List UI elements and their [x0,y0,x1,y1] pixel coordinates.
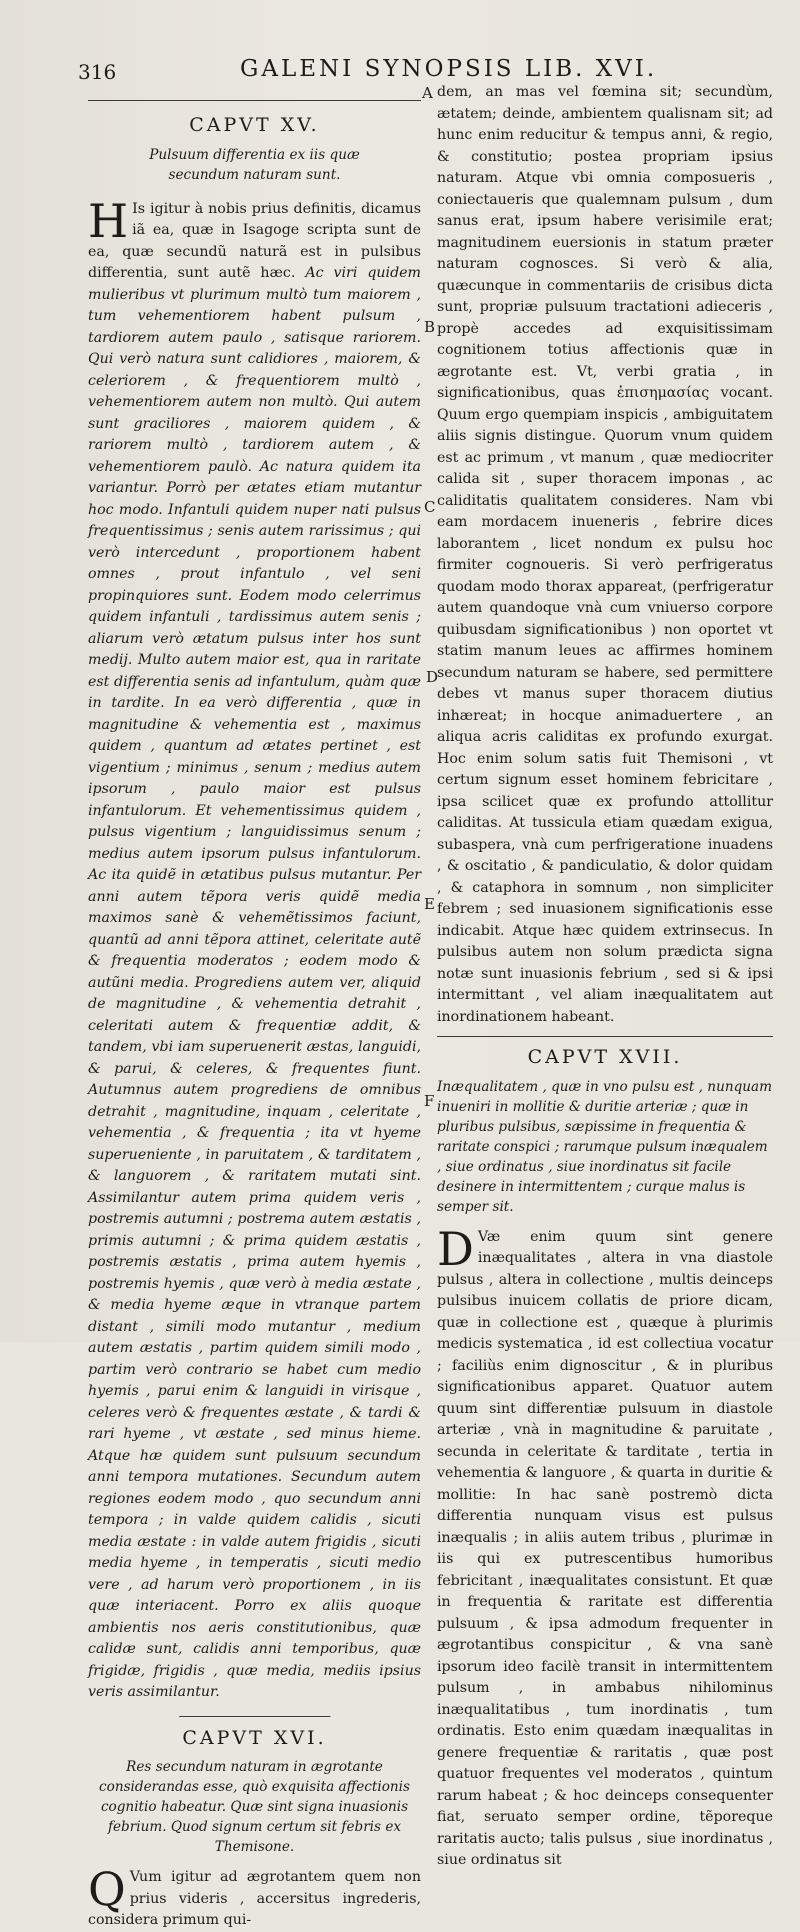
page-number: 316 [78,60,117,84]
chapter-16-heading: CAPVT XVI. [182,1726,327,1749]
left-column [88,100,421,1932]
dropcap-d: D [437,1221,474,1276]
chapter-15-body-italic: Ac viri quidem mulieribus vt plurimum multò tum maiorem , tum vehementiorem habent pulsum , tardiorem autem paulo , satisque rariorem. Qui verò natura sunt calidiores , maiorem, & celeriorem , & frequentiorem multò , vehementiorem autem non multò. Qui autem sunt graciliores , maiorem quidem , & rariorem multò , tardiorem autem , & vehementiorem paulò. Ac natura quidem ita variantur. Porrò per ætates etiam mutantur hoc modo. Infantuli quidem nuper nati pulsus frequentissimus ; senis autem rarissimus ; qui verò intercedunt , proportionem habent omnes , prout infantulo , vel seni propinquiores sunt. Eodem modo celerrimus quidem infantuli , tardissimus autem senis ; aliarum verò ætatum pulsus inter hos sunt medij. Multo autem maior est, qua in raritate est differentia senis ad infantulum, quàm quæ in tardite. In ea verò differentia , quæ in magnitudine & vehementia est , maximus quidem , quantum ad ætates pertinet , est vigentium ; minimus , senum ; medius autem ipsorum , paulo maior est pulsus infantulorum. Et vehementissimus quidem , pulsus vigentium ; languidissimus senum ; medius autem ipsorum pulsus infantulorum. Ac ita quidẽ in ætatibus pulsus mutantur. Per anni autem tẽpora veris quidẽ media maximos sanè & vehemẽtissimos faciunt, quantũ ad anni tẽpora attinet, celeritate autẽ & frequentia moderatos ; eodem modo & autũni media. Progrediens autem ver, aliquid de magnitudine , & vehementia detrahit , celeritati autem & frequentiæ addit, & tandem, vbi iam superuenerit æstas, languidi, & parui, & celeres, & frequentes fiunt. Autumnus autem progrediens de omnibus detrahit , magnitudine, inquam , celeritate , vehementia , & frequentia ; ita vt hyeme superueniente , in paruitatem , & tarditatem , & languorem , & raritatem mutati sint. Assimilantur autem prima quidem veris , postremis autumni ; postrema autem æstatis , primis autumni ; & prima quidem æstatis , postremis æstatis , prima autem hyemis , postremis hyemis , quæ verò à media æstate , & media hyeme æque in vtranque partem distant , simili modo mutantur , medium autem æstatis , partim quidem simili modo , partim verò contrario se habet cum medio hyemis , parui enim & languidi in virisque , celeres verò & frequentes æstate , & tardi & rari hyeme , vt æstate , sed minus hieme. Atque hæ quidem sunt pulsuum secundum anni tempora mutationes. Secundum autem regiones eodem modo , quo secundum anni tempora ; in valde quidem calidis , sicuti media æstate : in valde autem frigidis , sicuti media hyeme , in temperatis , sicuti medio vere , ad harum verò proportionem , in iis quæ interiacent. Porro ex aliis quoque ambientis nos aeris constitutionibus, quæ calidæ sunt, calidis anni temporibus, quæ frigidæ, frigidis , quæ media, mediis ipsius veris assimilantur. [88,265,422,1700]
chapter-16-body-text: Vum igitur ad ægrotantem quem non prius videris , accersitus ingrederis, considera primum qui- [88,1869,421,1928]
dropcap-h: H [88,193,129,248]
top-rule [88,100,421,101]
chapter-15-summary: Pulsuum differentia ex iis quæ secundum naturam sunt. [149,146,360,183]
section-rule-right [437,1036,773,1037]
right-column [437,82,773,1872]
chapter-17-summary: Inæqualitatem , quæ in vno pulsu est , nunquam inueniri in mollitie & duritie arteriæ ; quæ in pluribus pulsibus, sæpissime in frequentia & raritate conspici ; rarumque pulsum inæqualem , siue ordinatus , siue inordinatus sit facile desinere in intermittentem ; curque malus is semper sit. [437,1078,773,1215]
chapter-15-body-roman: Is igitur à nobis prius definitis, dicamus iã ea, quæ in Isagoge scripta sunt de ea, quæ secundũ naturã est in pulsibus differentia, sunt autẽ hæc. [88,200,421,281]
margin-letter-e: E [424,895,435,913]
chapter-16-summary: Res secundum naturam in ægrotante considerandas esse, quò exquisita affectionis cognitio habeatur. Quæ sint signa inuasionis febrium. Quod signum certum sit febris ex Themisone. [99,1759,410,1855]
running-title: GALENI SYNOPSIS LIB. XVI. [240,56,658,82]
margin-letter-d: D [426,668,439,686]
chapter-15-body [88,193,422,1704]
chapter-17-body-text: Væ enim quum sint genere inæqualitates , altera in vna diastole pulsus , altera in collectione , multis deinceps pulsibus inuicem collatis de priore dicam, quæ in collectione est , quæque à plurimis medicis systematica , id est collectiua vocatur ; faciliùs enim dignoscitur , & in pluribus significationibus apparet. Quatuor autem quum sint differentiæ pulsuum in diastole arteriæ , vnà in magnitudine & paruitate , secunda in celeritate & tarditate , tertia in vehementia & languore , & quarta in duritie & mollitie: In hac sanè postremò dicta differentia nunquam visus est pulsus inæqualis ; in aliis autem tribus , plurimæ in iis qui ex putrescentibus humoribus febricitant , inæqualitates consistunt. Et quæ in frequentia & raritate est differentia pulsuum , & ipsa admodum frequenter in ægrotantibus conspicitur , & vna sanè ipsorum ideo facilè transit in intermittentem pulsum , in ambabus nihilominus inæqualitatibus , tum inordinatis , tum ordinatis. Esto enim quædam inæqualitas in genere frequentiæ & raritatis , quæ post quatuor frequentes vel moderatos , quintum rarum habeat ; & hoc deinceps consequenter fiat, seruato semper ordine, tẽporeque raritatis aucto; talis pulsus , siue inordinatus , siue ordinatus sit [437,1228,773,1868]
margin-letter-c: C [424,498,436,516]
chapter-17-heading: CAPVT XVII. [527,1046,683,1068]
margin-letter-f: F [424,1092,435,1110]
chapter-16-continuation: dem, an mas vel fœmina sit; secundùm, ætatem; deinde, ambientem qualisnam sit; ad hunc enim reducitur & tempus anni, & regio, & constitutio; postea propriam ipsius naturam. Atque vbi omnia composueris , coniectaueris que qualemnam pulsum , dum sanus erat, ipsum habere verisimile erat; magnitudinem euersionis in statum præter naturam cognosces. Si verò & alia, quæcunque in commentariis de crisibus dicta sunt, propriæ pulsuum tractationi adieceris , propè accedes ad exquisitissimam cognitionem totius affectionis quæ in ægrotante est. Vt, verbi gratia , in significationibus, quas ἐπισημασίας vocant. Quum ergo quempiam inspicis , ambiguitatem aliis signis distingue. Quorum vnum quidem est ac primum , vt manum , quæ mediocriter calida sit , super thoracem imponas , ac caliditatis qualitatem consideres. Nam vbi eam mordacem inueneris , febrire dices laborantem , licet nondum ex pulsu hoc firmiter cognoueris. Si verò perfrigeratus quodam modo thorax appareat, (perfrigeratur autem quandoque vnà cum vniuerso corpore quibusdam significationibus ) non oportet vt statim manum leues ac affirmes hominem secundum naturam se habere, sed permittere debes vt manus super thoracem diutius inhæreat; in hocque animaduertere , an aliqua acris caliditas ex profundo exurgat. Hoc enim solum satis fuit Themisoni , vt certum signum esset hominem febricitare , ipsa scilicet quæ ex profundo attollitur caliditas. At tussicula etiam quædam exigua, subaspera, vnà cum perfrigeratione inuadens , & oscitatio , & pandiculatio, & dolor quidam , & cataphora in somnum , non simpliciter febrem ; sed inuasionem significationis esse indicabit. Atque hæc quidem extrinsecus. In pulsibus autem non solum prædicta signa notæ sunt inuasionis febrium , sed si & ipsi intermittant , vel aliam inæqualitatem aut inordinationem habeant. [437,84,773,1025]
chapter-15-heading: CAPVT XV. [189,114,320,136]
margin-letter-a: A [422,84,433,102]
chapter-16-body [88,1862,421,1932]
section-rule [179,1716,331,1718]
dropcap-q: Q [88,1862,126,1916]
margin-letter-b: B [424,318,436,336]
chapter-17-body [437,1221,773,1872]
